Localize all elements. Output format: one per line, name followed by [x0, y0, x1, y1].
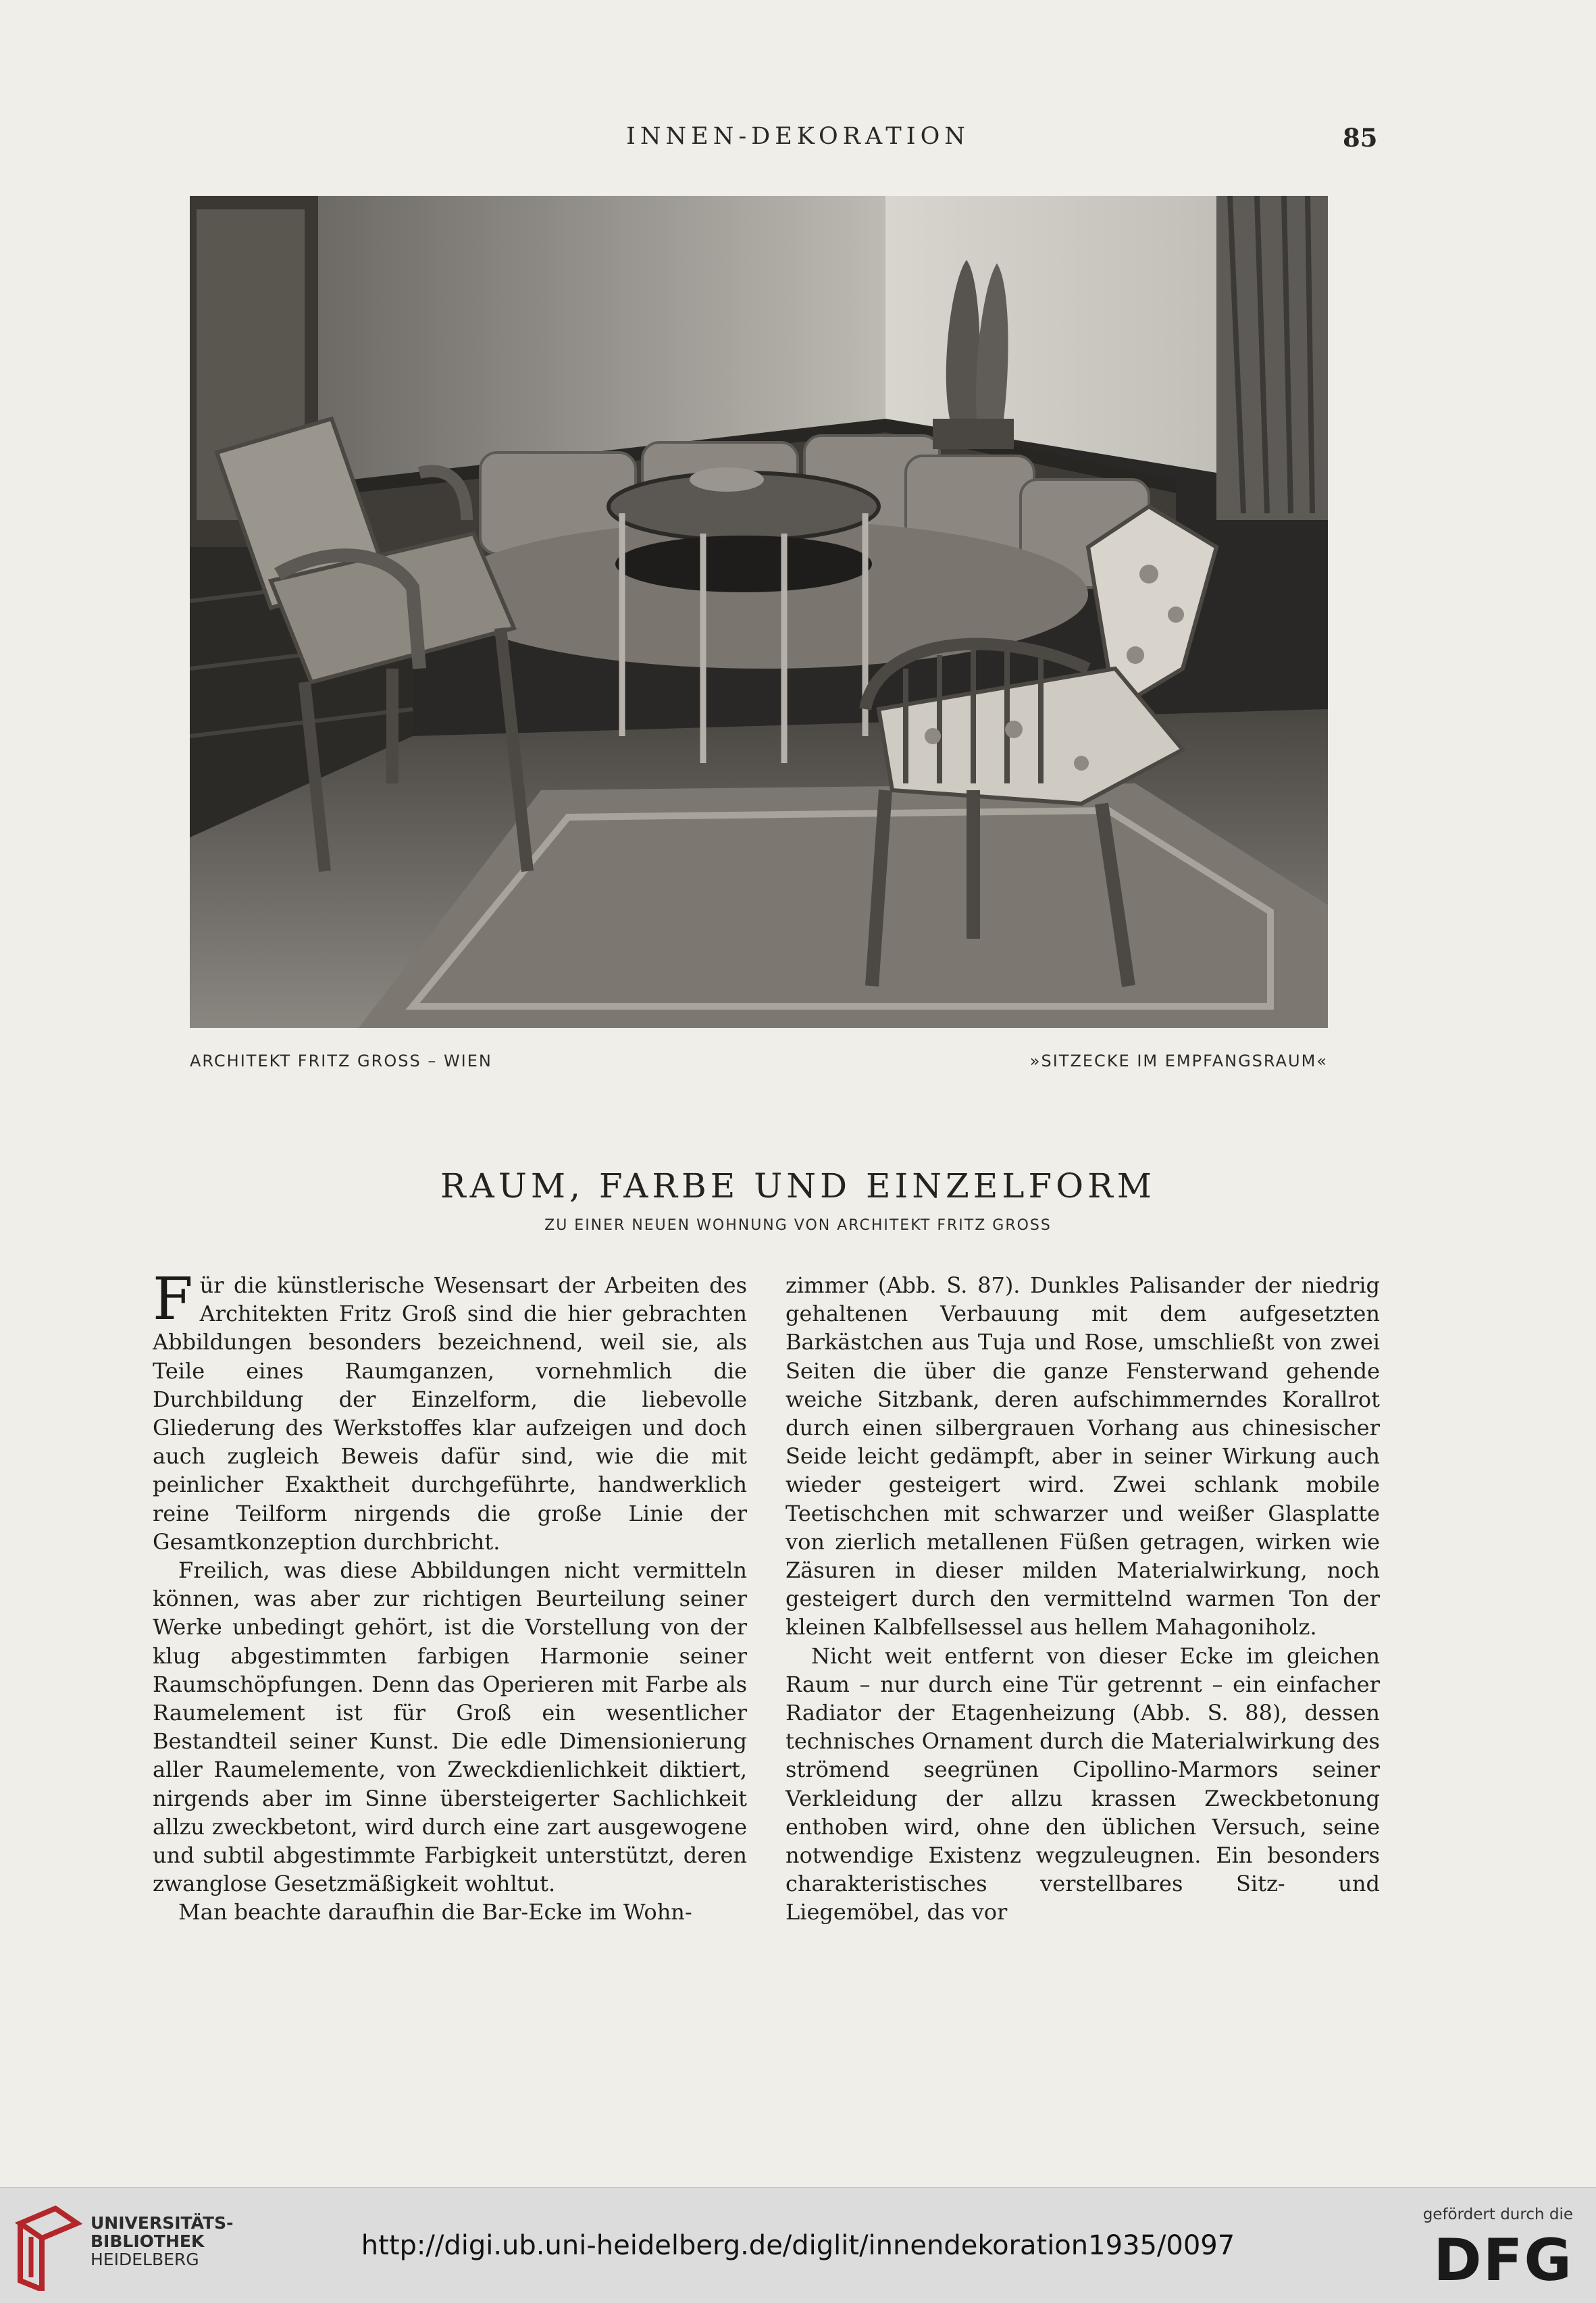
- funding-note: gefördert durch die: [1422, 2206, 1573, 2223]
- interior-photograph: [190, 196, 1328, 1028]
- library-name: UNIVERSITÄTS- BIBLIOTHEK HEIDELBERG: [91, 2213, 234, 2269]
- dfg-logo: DFG: [1433, 2227, 1573, 2294]
- text-column-right: [786, 1271, 1380, 1927]
- text-column-left: [153, 1266, 747, 1927]
- paragraph: zimmer (Abb. S. 87). Dunkles Palisander der niedrig gehaltenen Verbauung mit dem aufgesetzten Barkästchen aus Tuja und Rose, umschließt von zwei Seiten die über die ganze Fensterwand gehende weiche Sitzbank, deren aufschimmerndes Korallrot durch einen silbergrauen Vorhang aus chinesischer Seide leicht gedämpft, aber in seiner Wirkung auch wieder gesteigert wird. Zwei schlank mobile Teetischchen mit schwarzer und weißer Glasplatte von zierlich metallenen Füßen getragen, wirken wie Zäsuren in dieser milden Materialwirkung, noch gesteigert durch den vermittelnd warmen Ton der kleinen Kalbfellsessel aus hellem Mahagoniholz.: [786, 1272, 1380, 1640]
- photo-caption-title: »SITZECKE IM EMPFANGSRAUM«: [1029, 1052, 1328, 1070]
- article-title: RAUM, FARBE UND EINZELFORM: [440, 1166, 1156, 1206]
- paragraph-text: ür die künstlerische Wesensart der Arbeiten des Architekten Fritz Groß sind die hier gebrachten Abbildungen besonders bezeichnend, weil sie, als Teile eines Raumganzen, vornehmlich die Durchbildung der Einzelform, die liebevolle Gliederung des Werkstoffes klar aufzeigen und doch auch zugleich Beweis dafür sind, wie die mit peinlicher Exaktheit durchgeführte, handwerklich reine Teilform nirgends die große Linie der Gesamtkonzeption durchbricht.: [153, 1272, 747, 1555]
- paragraph: Man beachte daraufhin die Bar-Ecke im Wohn-: [178, 1899, 692, 1925]
- drop-cap: F: [153, 1266, 193, 1333]
- digitization-footer: [0, 2187, 1596, 2303]
- permalink-url[interactable]: http://digi.ub.uni-heidelberg.de/diglit/innendekoration1935/0097: [361, 2230, 1235, 2261]
- paragraph: [153, 1266, 747, 1556]
- photo-caption-architect: ARCHITEKT FRITZ GROSS – WIEN: [190, 1052, 492, 1070]
- page-number: 85: [1343, 123, 1378, 153]
- paragraph: Nicht weit entfernt von dieser Ecke im gleichen Raum – nur durch eine Tür getrennt – ein einfacher Radiator der Etagenheizung (Abb. S. 88), dessen technisches Ornament durch die Materialwirkung des strömend seegrünen Cipollino-Marmors seiner Verkleidung der allzu krassen Zweckbetonung enthoben wird, ohne den üblichen Versuch, seine notwendige Existenz wegzuleugnen. Ein besonders charakteristisches verstellbares Sitz- und Liegemöbel, das vor: [786, 1642, 1380, 1925]
- sitting-corner-illustration: [190, 196, 1328, 1028]
- paragraph: Freilich, was diese Abbildungen nicht vermitteln können, was aber zur richtigen Beurteilung seiner Werke unbedingt gehört, ist die Vorstellung von der klug abgestimmten farbigen Harmonie seiner Raumschöpfungen. Denn das Operieren mit Farbe als Raumelement ist für Groß ein wesentlicher Bestandteil seiner Kunst. Die edle Dimensionierung aller Raumelemente, von Zweckdienlichkeit diktiert, nirgends aber im Sinne übersteigerter Sachlichkeit allzu zweckbetont, wird durch eine zart ausgewogene und subtil abgestimmte Farbigkeit unterstützt, deren zwanglose Gesetzmäßigkeit wohltut.: [153, 1557, 747, 1897]
- running-title: INNEN-DEKORATION: [626, 123, 970, 150]
- article-subtitle: ZU EINER NEUEN WOHNUNG VON ARCHITEKT FRITZ GROSS: [544, 1217, 1052, 1234]
